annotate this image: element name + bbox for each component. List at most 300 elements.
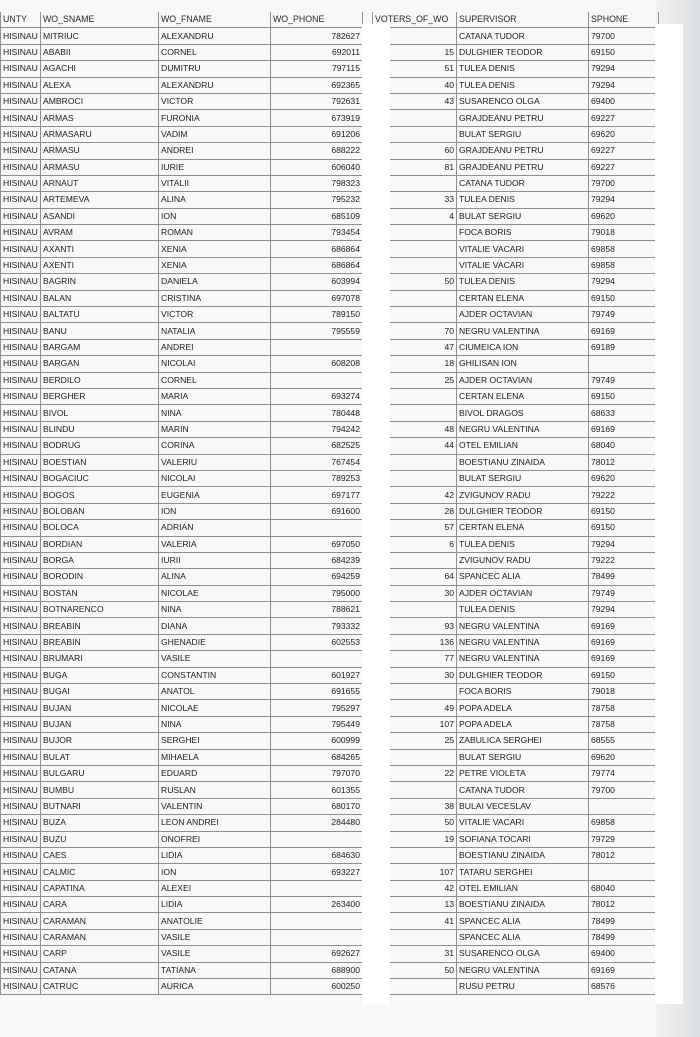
table-cell: BERGHER xyxy=(41,388,159,404)
table-cell: CATANA xyxy=(41,962,159,978)
table-cell: 79749 xyxy=(589,585,659,601)
table-cell: ONOFREI xyxy=(159,831,271,847)
table-cell: 79294 xyxy=(589,192,659,208)
table-cell: NINA xyxy=(159,602,271,618)
table-cell: BUZA xyxy=(41,815,159,831)
table-cell: 284480 xyxy=(271,815,363,831)
table-row xyxy=(1,962,363,978)
table-cell: 693227 xyxy=(271,864,363,880)
table-cell: 69169 xyxy=(589,962,659,978)
table-cell: VICTOR xyxy=(159,307,271,323)
table-cell: 673919 xyxy=(271,110,363,126)
table-row xyxy=(1,897,363,913)
table-row xyxy=(1,339,363,355)
table-cell: HISINAU xyxy=(1,61,41,77)
table-row xyxy=(373,388,659,404)
table-cell: EUGENIA xyxy=(159,487,271,503)
table-cell: DULGHIER TEODOR xyxy=(457,44,589,60)
table-cell: HISINAU xyxy=(1,356,41,372)
table-cell: BALTATU xyxy=(41,307,159,323)
table-cell: HISINAU xyxy=(1,520,41,536)
table-cell: BULAT xyxy=(41,749,159,765)
table-cell: HISINAU xyxy=(1,110,41,126)
table-cell: 601355 xyxy=(271,782,363,798)
table-cell: 79700 xyxy=(589,175,659,191)
table-cell: NEGRU VALENTINA xyxy=(457,651,589,667)
table-cell: BUMBU xyxy=(41,782,159,798)
table-cell: 601927 xyxy=(271,667,363,683)
table-row xyxy=(1,929,363,945)
table-cell xyxy=(271,651,363,667)
table-cell: BOESTIANU ZINAIDA xyxy=(457,454,589,470)
table-cell: 795559 xyxy=(271,323,363,339)
table-cell: ARTEMEVA xyxy=(41,192,159,208)
table-row xyxy=(373,44,659,60)
table-cell: 602553 xyxy=(271,634,363,650)
table-cell: CATRUC xyxy=(41,979,159,995)
header-wo-fname: WO_FNAME xyxy=(159,12,271,28)
table-cell: CIUMEICA ION xyxy=(457,339,589,355)
table-cell: 40 xyxy=(373,77,457,93)
table-row xyxy=(373,733,659,749)
table-row xyxy=(373,585,659,601)
table-cell: 69169 xyxy=(589,618,659,634)
table-cell: ADRIAN xyxy=(159,520,271,536)
table-cell: BULAT SERGIU xyxy=(457,749,589,765)
table-cell: 69227 xyxy=(589,110,659,126)
table-cell: 68555 xyxy=(589,733,659,749)
table-cell: 79294 xyxy=(589,61,659,77)
table-cell: TULEA DENIS xyxy=(457,602,589,618)
table-cell: ANDREI xyxy=(159,143,271,159)
table-cell: 79700 xyxy=(589,28,659,44)
table-cell: 25 xyxy=(373,372,457,388)
table-row xyxy=(373,667,659,683)
table-cell: HISINAU xyxy=(1,651,41,667)
table-row xyxy=(373,208,659,224)
table-row xyxy=(373,503,659,519)
table-cell: ION xyxy=(159,864,271,880)
table-cell: 697050 xyxy=(271,536,363,552)
table-row xyxy=(1,241,363,257)
table-row xyxy=(1,634,363,650)
table-row xyxy=(1,143,363,159)
table-cell: HISINAU xyxy=(1,798,41,814)
table-cell: SUSARENCO OLGA xyxy=(457,946,589,962)
table-cell: 4 xyxy=(373,208,457,224)
table-cell: GHILISAN ION xyxy=(457,356,589,372)
table-cell: 688900 xyxy=(271,962,363,978)
table-cell: 79294 xyxy=(589,77,659,93)
table-row xyxy=(1,356,363,372)
table-cell: BODRUG xyxy=(41,438,159,454)
table-cell: CARAMAN xyxy=(41,913,159,929)
table-row xyxy=(373,470,659,486)
table-cell: 15 xyxy=(373,44,457,60)
table-cell: 69620 xyxy=(589,749,659,765)
table-cell: 684239 xyxy=(271,552,363,568)
table-cell: HISINAU xyxy=(1,388,41,404)
table-cell: BOSTAN xyxy=(41,585,159,601)
table-cell: BUGA xyxy=(41,667,159,683)
table-cell: POPA ADELA xyxy=(457,716,589,732)
table-cell: BUTNARI xyxy=(41,798,159,814)
table-cell xyxy=(589,798,659,814)
table-row xyxy=(373,405,659,421)
table-cell: 93 xyxy=(373,618,457,634)
table-cell: ALEXANDRU xyxy=(159,77,271,93)
redaction-strip xyxy=(362,24,390,1004)
table-cell: HISINAU xyxy=(1,585,41,601)
table-cell: HISINAU xyxy=(1,126,41,142)
table-cell: BULAT SERGIU xyxy=(457,470,589,486)
table-cell: 68576 xyxy=(589,979,659,995)
table-cell: 79222 xyxy=(589,487,659,503)
table-cell: 795297 xyxy=(271,700,363,716)
table-cell: 691600 xyxy=(271,503,363,519)
table-cell: TATIANA xyxy=(159,962,271,978)
table-cell: 793332 xyxy=(271,618,363,634)
table-cell: HISINAU xyxy=(1,470,41,486)
table-cell: HISINAU xyxy=(1,602,41,618)
table-cell: HISINAU xyxy=(1,864,41,880)
table-row xyxy=(373,880,659,896)
table-row xyxy=(373,159,659,175)
table-cell: VITALII xyxy=(159,175,271,191)
table-cell: BOESTIANU ZINAIDA xyxy=(457,897,589,913)
table-row xyxy=(373,77,659,93)
table-cell xyxy=(589,356,659,372)
table-row xyxy=(1,815,363,831)
table-row xyxy=(1,798,363,814)
table-cell: NEGRU VALENTINA xyxy=(457,421,589,437)
table-cell: ION xyxy=(159,503,271,519)
table-row xyxy=(373,847,659,863)
table-row xyxy=(1,77,363,93)
table-cell: CERTAN ELENA xyxy=(457,520,589,536)
table-cell: 79294 xyxy=(589,274,659,290)
table-cell: 47 xyxy=(373,339,457,355)
table-cell: 69150 xyxy=(589,44,659,60)
table-cell: 684265 xyxy=(271,749,363,765)
table-cell: 789253 xyxy=(271,470,363,486)
header-county: UNTY xyxy=(1,12,41,28)
table-cell: HISINAU xyxy=(1,274,41,290)
table-cell: BIVOL DRAGOS xyxy=(457,405,589,421)
table-cell: 30 xyxy=(373,585,457,601)
table-cell: CRISTINA xyxy=(159,290,271,306)
table-cell: 69169 xyxy=(589,323,659,339)
table-row xyxy=(373,979,659,995)
table-cell: 33 xyxy=(373,192,457,208)
table-cell: ARMASARU xyxy=(41,126,159,142)
table-cell: 30 xyxy=(373,667,457,683)
table-cell: 31 xyxy=(373,946,457,962)
table-row xyxy=(373,487,659,503)
table-cell: OTEL EMILIAN xyxy=(457,880,589,896)
table-row xyxy=(1,847,363,863)
table-row xyxy=(373,798,659,814)
table-row xyxy=(1,225,363,241)
table-cell: 79294 xyxy=(589,602,659,618)
table-cell: NEGRU VALENTINA xyxy=(457,962,589,978)
table-cell: 69169 xyxy=(589,421,659,437)
table-row xyxy=(1,536,363,552)
table-cell: BUJOR xyxy=(41,733,159,749)
table-cell: 44 xyxy=(373,438,457,454)
table-row xyxy=(1,290,363,306)
table-cell: HISINAU xyxy=(1,831,41,847)
table-cell: HISINAU xyxy=(1,372,41,388)
table-cell: 78499 xyxy=(589,929,659,945)
table-row xyxy=(373,143,659,159)
table-cell: 69400 xyxy=(589,93,659,109)
table-cell: 78758 xyxy=(589,716,659,732)
table-cell: HISINAU xyxy=(1,536,41,552)
table-cell: ANDREI xyxy=(159,339,271,355)
table-cell: 69169 xyxy=(589,651,659,667)
table-cell xyxy=(271,929,363,945)
table-cell: NICOLAI xyxy=(159,356,271,372)
table-cell: 19 xyxy=(373,831,457,847)
table-row xyxy=(373,700,659,716)
table-cell: NEGRU VALENTINA xyxy=(457,618,589,634)
table-cell: HISINAU xyxy=(1,880,41,896)
table-row xyxy=(1,569,363,585)
table-cell: CALMIC xyxy=(41,864,159,880)
table-cell: HISINAU xyxy=(1,339,41,355)
table-cell: BARGAN xyxy=(41,356,159,372)
table-cell: SOFIANA TOCARI xyxy=(457,831,589,847)
table-cell: HISINAU xyxy=(1,897,41,913)
table-cell: 50 xyxy=(373,274,457,290)
table-cell: VALERIA xyxy=(159,536,271,552)
table-cell: 79700 xyxy=(589,782,659,798)
table-cell: 692011 xyxy=(271,44,363,60)
table-cell: 682525 xyxy=(271,438,363,454)
table-cell: MARIN xyxy=(159,421,271,437)
table-cell: TULEA DENIS xyxy=(457,274,589,290)
table-cell: VALENTIN xyxy=(159,798,271,814)
table-cell: AURICA xyxy=(159,979,271,995)
table-cell: NINA xyxy=(159,716,271,732)
table-cell: ANATOLIE xyxy=(159,913,271,929)
table-cell: VASILE xyxy=(159,929,271,945)
table-cell: BOGACIUC xyxy=(41,470,159,486)
table-row xyxy=(373,421,659,437)
left-table-body xyxy=(1,28,363,995)
table-cell: ALEXA xyxy=(41,77,159,93)
table-row xyxy=(373,782,659,798)
table-cell: LIDIA xyxy=(159,847,271,863)
table-row xyxy=(1,700,363,716)
table-row xyxy=(1,733,363,749)
table-cell: 694259 xyxy=(271,569,363,585)
table-cell: AJDER OCTAVIAN xyxy=(457,307,589,323)
table-cell: 38 xyxy=(373,798,457,814)
table-row xyxy=(1,667,363,683)
table-cell: GRAJDEANU PETRU xyxy=(457,143,589,159)
table-cell: BULAT SERGIU xyxy=(457,208,589,224)
table-row xyxy=(1,946,363,962)
table-cell: HISINAU xyxy=(1,552,41,568)
table-row xyxy=(373,602,659,618)
table-row xyxy=(373,175,659,191)
table-cell: CATANA TUDOR xyxy=(457,175,589,191)
table-row xyxy=(1,175,363,191)
table-cell: HISINAU xyxy=(1,618,41,634)
table-row xyxy=(1,372,363,388)
table-cell: NICOLAE xyxy=(159,585,271,601)
table-cell: HISINAU xyxy=(1,159,41,175)
table-cell: CAPATINA xyxy=(41,880,159,896)
table-cell: 136 xyxy=(373,634,457,650)
table-cell: CARAMAN xyxy=(41,929,159,945)
table-cell: POPA ADELA xyxy=(457,700,589,716)
table-cell: 697078 xyxy=(271,290,363,306)
table-cell: 78012 xyxy=(589,454,659,470)
table-cell: 51 xyxy=(373,61,457,77)
table-cell: ZVIGUNOV RADU xyxy=(457,487,589,503)
table-cell: 767454 xyxy=(271,454,363,470)
table-cell: 797115 xyxy=(271,61,363,77)
table-cell: TULEA DENIS xyxy=(457,77,589,93)
table-cell: GRAJDEANU PETRU xyxy=(457,110,589,126)
table-cell: 43 xyxy=(373,93,457,109)
table-cell: MARIA xyxy=(159,388,271,404)
table-cell: 78499 xyxy=(589,569,659,585)
table-cell: TULEA DENIS xyxy=(457,536,589,552)
table-cell: CARA xyxy=(41,897,159,913)
table-cell xyxy=(271,520,363,536)
table-cell: MIHAELA xyxy=(159,749,271,765)
table-cell: DUMITRU xyxy=(159,61,271,77)
table-row xyxy=(1,44,363,60)
table-cell: HISINAU xyxy=(1,733,41,749)
table-cell: BANU xyxy=(41,323,159,339)
table-row xyxy=(1,438,363,454)
table-cell: 42 xyxy=(373,880,457,896)
table-cell: 684630 xyxy=(271,847,363,863)
table-cell: ROMAN xyxy=(159,225,271,241)
table-cell: 780448 xyxy=(271,405,363,421)
table-cell: 41 xyxy=(373,913,457,929)
table-cell: AXANTI xyxy=(41,241,159,257)
table-cell: 48 xyxy=(373,421,457,437)
table-cell: HISINAU xyxy=(1,815,41,831)
table-row xyxy=(1,684,363,700)
table-cell: BOLOCA xyxy=(41,520,159,536)
table-cell: 78012 xyxy=(589,897,659,913)
table-cell: MITRIUC xyxy=(41,28,159,44)
table-cell: 692365 xyxy=(271,77,363,93)
table-cell: HISINAU xyxy=(1,979,41,995)
table-cell: HISINAU xyxy=(1,487,41,503)
table-row xyxy=(1,323,363,339)
table-cell: 608208 xyxy=(271,356,363,372)
table-cell: FOCA BORIS xyxy=(457,684,589,700)
table-cell: ALINA xyxy=(159,569,271,585)
table-cell: BLINDU xyxy=(41,421,159,437)
table-cell: BOTNARENCO xyxy=(41,602,159,618)
table-row xyxy=(1,880,363,896)
table-row xyxy=(373,307,659,323)
table-row xyxy=(1,765,363,781)
table-cell: 42 xyxy=(373,487,457,503)
table-cell: BAGRIN xyxy=(41,274,159,290)
table-row xyxy=(373,126,659,142)
table-cell: CAES xyxy=(41,847,159,863)
right-table xyxy=(372,12,659,995)
table-cell: BORDIAN xyxy=(41,536,159,552)
table-cell: 606040 xyxy=(271,159,363,175)
table-cell: 57 xyxy=(373,520,457,536)
table-cell: EDUARD xyxy=(159,765,271,781)
table-cell: IURII xyxy=(159,552,271,568)
table-cell: ALEXANDRU xyxy=(159,28,271,44)
table-cell: NICOLAI xyxy=(159,470,271,486)
table-row xyxy=(1,520,363,536)
table-cell: 50 xyxy=(373,962,457,978)
table-row xyxy=(373,831,659,847)
table-cell xyxy=(271,372,363,388)
table-row xyxy=(1,716,363,732)
table-cell: RUSU PETRU xyxy=(457,979,589,995)
table-cell: FURONIA xyxy=(159,110,271,126)
table-cell: 69858 xyxy=(589,241,659,257)
table-row xyxy=(1,28,363,44)
table-row xyxy=(373,618,659,634)
table-cell: ARMASU xyxy=(41,143,159,159)
table-cell: BOESTIAN xyxy=(41,454,159,470)
table-cell: 68633 xyxy=(589,405,659,421)
table-row xyxy=(373,356,659,372)
table-cell: 798323 xyxy=(271,175,363,191)
table-row xyxy=(373,225,659,241)
table-cell: BUGAI xyxy=(41,684,159,700)
table-cell: SPANCEC ALIA xyxy=(457,569,589,585)
table-row xyxy=(1,192,363,208)
table-cell: 69169 xyxy=(589,634,659,650)
table-cell: VITALIE VACARI xyxy=(457,815,589,831)
table-cell: 79018 xyxy=(589,684,659,700)
table-row xyxy=(373,372,659,388)
table-cell: HISINAU xyxy=(1,700,41,716)
table-cell: SPANCEC ALIA xyxy=(457,929,589,945)
table-cell: 792631 xyxy=(271,93,363,109)
table-cell: HISINAU xyxy=(1,946,41,962)
table-cell: CATANA TUDOR xyxy=(457,782,589,798)
table-cell: SUSARENCO OLGA xyxy=(457,93,589,109)
table-cell: 688222 xyxy=(271,143,363,159)
table-cell: 794242 xyxy=(271,421,363,437)
table-cell: AJDER OCTAVIAN xyxy=(457,372,589,388)
table-cell: ASANDI xyxy=(41,208,159,224)
table-cell: 600250 xyxy=(271,979,363,995)
table-row xyxy=(1,159,363,175)
table-row xyxy=(373,651,659,667)
table-cell: 685109 xyxy=(271,208,363,224)
table-cell: 603994 xyxy=(271,274,363,290)
table-cell: BUJAN xyxy=(41,716,159,732)
table-cell: AVRAM xyxy=(41,225,159,241)
table-cell: HISINAU xyxy=(1,175,41,191)
table-cell: 69620 xyxy=(589,208,659,224)
table-row xyxy=(1,503,363,519)
table-row xyxy=(1,388,363,404)
table-row xyxy=(373,897,659,913)
table-cell xyxy=(589,864,659,880)
